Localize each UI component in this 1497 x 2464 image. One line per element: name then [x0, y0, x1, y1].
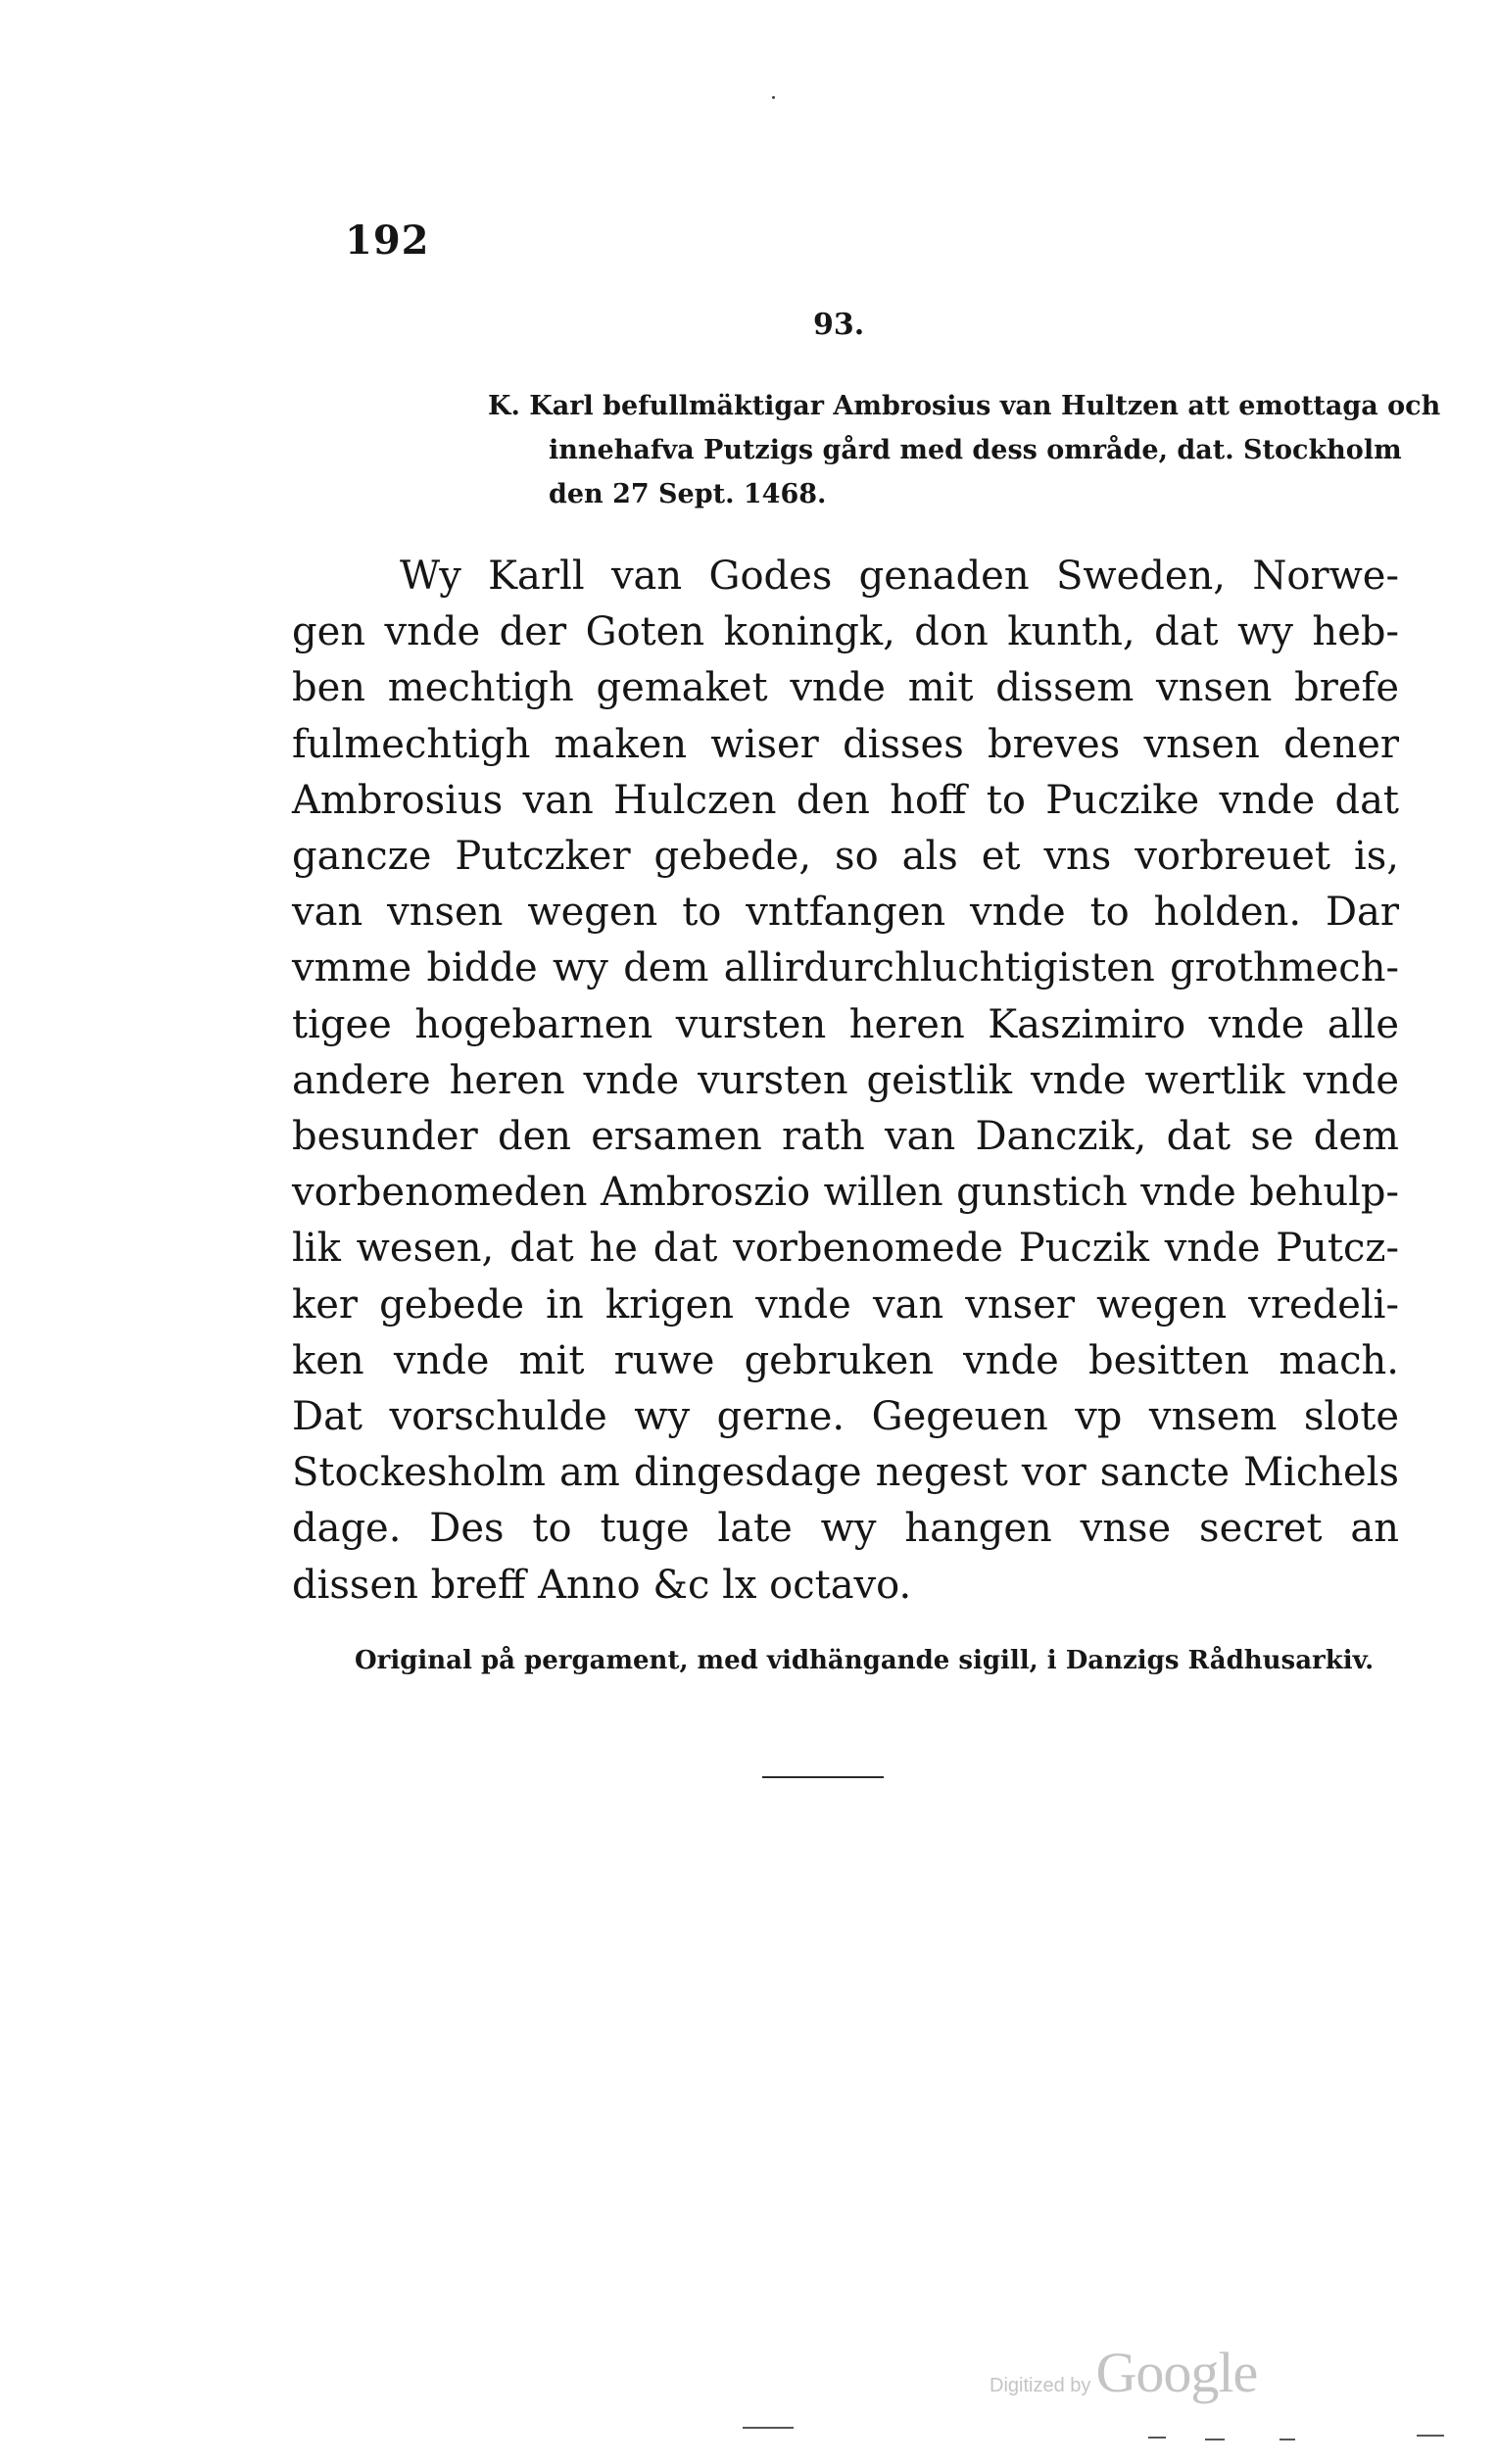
body-line: Stockesholm am dingesdage negest vor sancte Michels [292, 1450, 1399, 1496]
body-line: fulmechtigh maken wiser disses breves vnsen dener [292, 721, 1399, 767]
section-divider [762, 1776, 884, 1778]
body-line: Dat vorschulde wy gerne. Gegeuen vp vnsem slote [292, 1394, 1399, 1440]
body-line: vorbenomeden Ambroszio willen gunstich vnde behulp- [292, 1170, 1399, 1216]
body-line: dissen breff Anno &c lx octavo. [292, 1562, 912, 1608]
body-line: vmme bidde wy dem allirdurchluchtigisten grothmech- [292, 945, 1399, 991]
scan-mark [1417, 2435, 1444, 2437]
scan-mark [1205, 2439, 1225, 2440]
body-line: gancze Putczker gebede, so als et vns vorbreuet is, [292, 834, 1399, 880]
scan-mark [1280, 2439, 1295, 2440]
body-line: van vnsen wegen to vntfangen vnde to holden. Dar [292, 890, 1399, 936]
watermark-brand: Google [1095, 2341, 1258, 2404]
summary-line: K. Karl befullmäktigar Ambrosius van Hultzen att emottaga och [488, 391, 1441, 421]
body-line: gen vnde der Goten koningk, don kunth, dat wy heb- [292, 609, 1399, 655]
source-note: Original på pergament, med vidhängande sigill, i Danzigs Rådhusarkiv. [355, 1646, 1375, 1675]
body-line: Wy Karll van Godes genaden Sweden, Norwe- [400, 554, 1399, 599]
body-line: dage. Des to tuge late wy hangen vnse secret an [292, 1506, 1399, 1552]
document-number: 93. [813, 308, 865, 342]
body-line: lik wesen, dat he dat vorbenomede Puczik vnde Putcz- [292, 1226, 1399, 1272]
body-line: andere heren vnde vursten geistlik vnde wertlik vnde [292, 1057, 1399, 1103]
body-line: ben mechtigh gemaket vnde mit dissem vnsen brefe [292, 665, 1399, 711]
body-line: Ambrosius van Hulczen den hoff to Puczike vnde dat [292, 777, 1399, 823]
scan-mark [743, 2427, 794, 2429]
scan-mark [1148, 2437, 1166, 2439]
summary-line: innehafva Putzigs gård med dess område, dat. Stockholm [549, 435, 1402, 465]
summary-line: den 27 Sept. 1468. [549, 479, 827, 509]
page-number: 192 [345, 217, 430, 264]
speck-mark [772, 96, 775, 99]
watermark-prefix: Digitized by [990, 2375, 1091, 2396]
document-summary [488, 384, 1441, 516]
letter-body [292, 549, 1399, 1614]
body-line: besunder den ersamen rath van Danczik, dat se dem [292, 1114, 1399, 1160]
body-line: ker gebede in krigen vnde van vnser wegen vredeli- [292, 1281, 1399, 1328]
body-line: ken vnde mit ruwe gebruken vnde besitten mach. [292, 1337, 1399, 1383]
digitized-watermark [990, 2340, 1257, 2405]
body-line: tigee hogebarnen vursten heren Kaszimiro vnde alle [292, 1001, 1399, 1047]
